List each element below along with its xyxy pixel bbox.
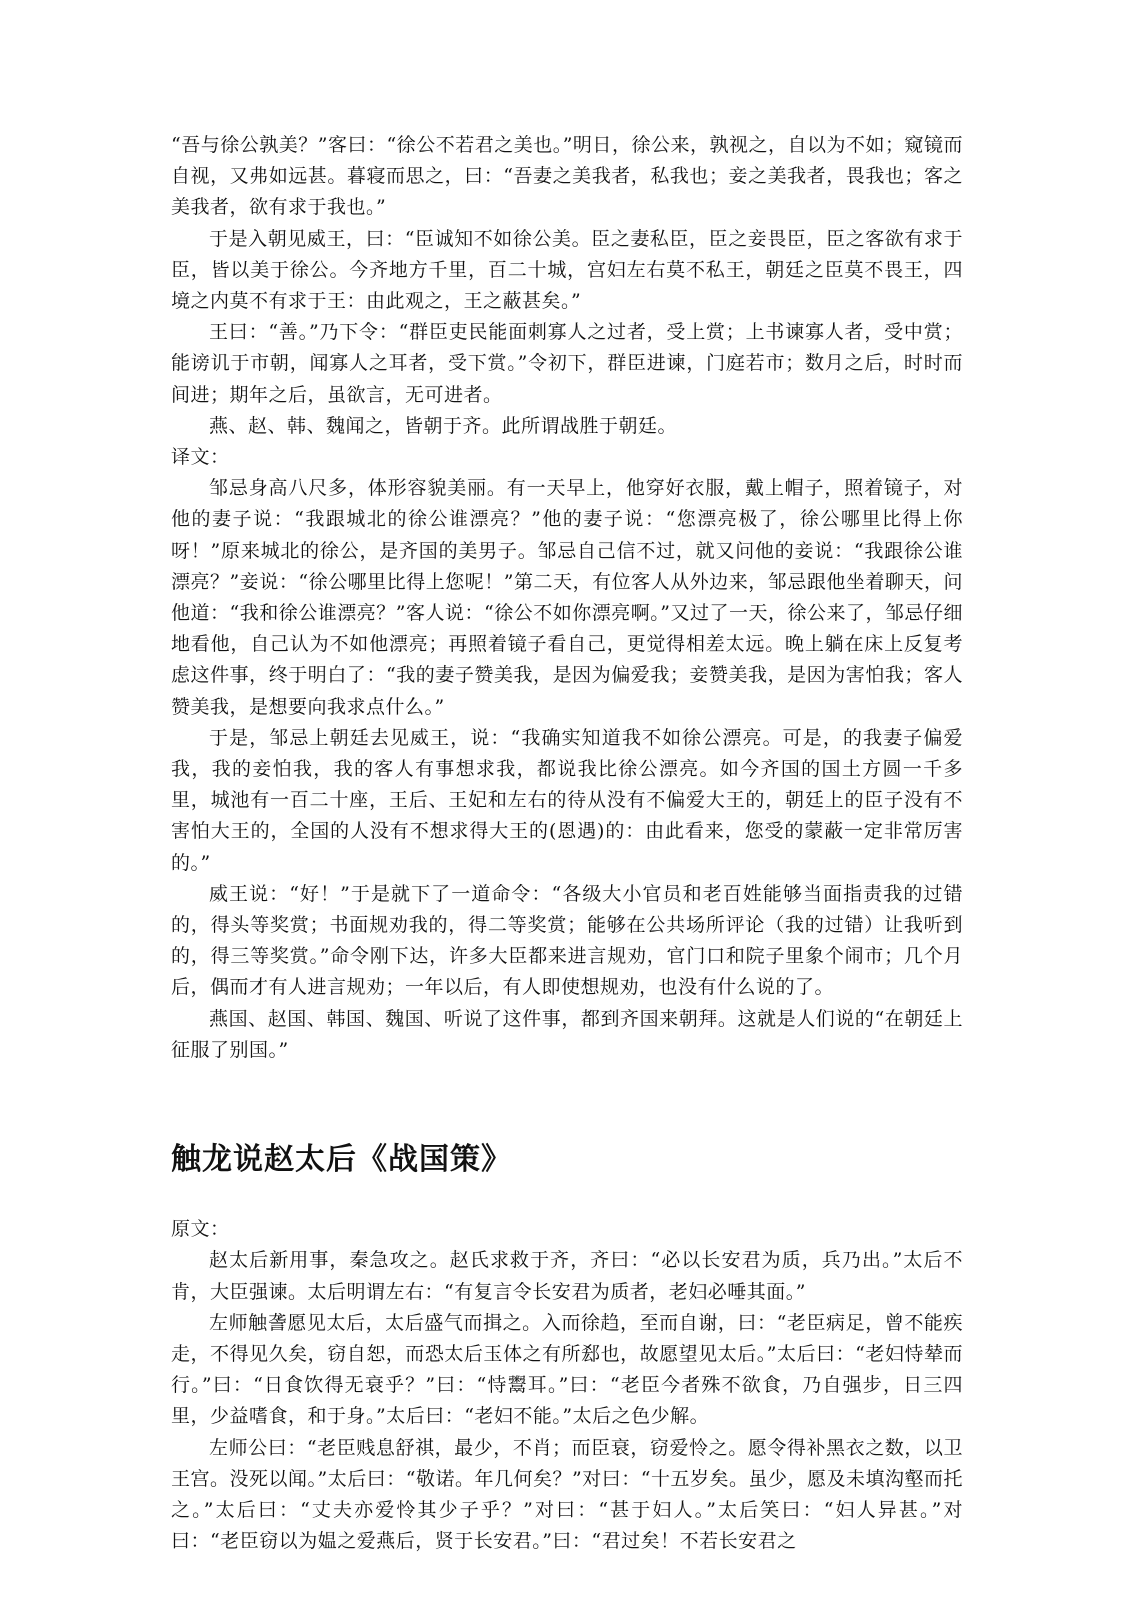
- paragraph-4: 燕、赵、韩、魏闻之，皆朝于齐。此所谓战胜于朝廷。: [209, 414, 678, 437]
- paragraph-2: 于是入朝见威王，曰：“臣诚知不如徐公美。臣之妻私臣，臣之妾畏臣，臣之客欲有求于臣，皆以美于徐公。今齐地方千里，百二十城，宫妇左右莫不私王，朝廷之臣莫不畏王，四境之内莫不有求于王：由此观之，王之蔽甚矣。”: [171, 227, 963, 313]
- section-heading: 触龙说赵太后《战国策》: [171, 1142, 512, 1178]
- translation-paragraph-1: 邹忌身高八尺多，体形容貌美丽。有一天早上，他穿好衣服，戴上帽子，照着镜子，对他的妻子说：“我跟城北的徐公谁漂亮？”他的妻子说：“您漂亮极了，徐公哪里比得上你呀！”原来城北的徐公，是齐国的美男子。邹忌自己信不过，就又问他的妾说：“我跟徐公谁漂亮？”妾说：“徐公哪里比得上您呢！”第二天，有位客人从外边来，邹忌跟他坐着聊天，问他道：“我和徐公谁漂亮？”客人说：“徐公不如你漂亮啊。”又过了一天，徐公来了，邹忌仔细地看他，自己认为不如他漂亮；再照着镜子看自己，更觉得相差太远。晚上躺在床上反复考虑这件事，终于明白了：“我的妻子赞美我，是因为偏爱我；妾赞美我，是因为害怕我；客人赞美我，是想要向我求点什么。”: [171, 477, 963, 718]
- paragraph-3: 王曰：“善。”乃下令：“群臣吏民能面刺寡人之过者，受上赏；上书谏寡人者，受中赏；能谤讥于市朝，闻寡人之耳者，受下赏。”令初下，群臣进谏，门庭若市；数月之后，时时而间进；期年之后，虽欲言，无可进者。: [171, 321, 963, 406]
- original-paragraph-2: 左师触詟愿见太后，太后盛气而揖之。入而徐趋，至而自谢，曰：“老臣病足，曾不能疾走，不得见久矣，窃自恕，而恐太后玉体之有所郄也，故愿望见太后。”太后曰：“老妇恃辇而行。”曰：“日食饮得无衰乎？”曰：“恃鬻耳。”曰：“老臣今者殊不欲食，乃自强步，日三四里，少益嗜食，和于身。”太后曰：“老妇不能。”太后之色少解。: [171, 1311, 963, 1428]
- translation-paragraph-4: 燕国、赵国、韩国、魏国、听说了这件事，都到齐国来朝拜。这就是人们说的“在朝廷上征服了别国。”: [171, 1007, 963, 1061]
- translation-paragraph-3: 威王说：“好！”于是就下了一道命令：“各级大小官员和老百姓能够当面指责我的过错的，得头等奖赏；书面规劝我的，得二等奖赏；能够在公共场所评论（我的过错）让我听到的，得三等奖赏。”命令刚下达，许多大臣都来进言规劝，官门口和院子里象个闹市；几个月后，偶而才有人进言规劝；一年以后，有人即使想规劝，也没有什么说的了。: [171, 882, 963, 999]
- original-paragraph-3: 左师公曰：“老臣贱息舒祺，最少，不肖；而臣衰，窃爱怜之。愿令得补黑衣之数，以卫王宫。没死以闻。”太后曰：“敬诺。年几何矣？”对曰：“十五岁矣。虽少，愿及未填沟壑而托之。”太后曰：“丈夫亦爱怜其少子乎？”对曰：“甚于妇人。”太后笑曰：“妇人异甚。”对曰：“老臣窃以为媪之爱燕后，贤于长安君。”曰：“君过矣！不若长安君之: [171, 1436, 963, 1553]
- translation-paragraph-2: 于是，邹忌上朝廷去见威王，说：“我确实知道我不如徐公漂亮。可是，的我妻子偏爱我，我的妾怕我，我的客人有事想求我，都说我比徐公漂亮。如今齐国的国土方圆一千多里，城池有一百二十座，王后、王妃和左右的待从没有不偏爱大王的，朝廷上的臣子没有不害怕大王的，全国的人没有不想求得大王的(恩遇)的：由此看来，您受的蒙蔽一定非常厉害的。”: [171, 726, 963, 874]
- paragraph-1: “吾与徐公孰美？”客曰：“徐公不若君之美也。”明日，徐公来，孰视之，自以为不如；窥镜而自视，又弗如远甚。暮寝而思之，曰：“吾妻之美我者，私我也；妾之美我者，畏我也；客之美我者，欲有求于我也。”: [171, 134, 963, 219]
- original-paragraph-1: 赵太后新用事，秦急攻之。赵氏求救于齐，齐曰：“必以长安君为质，兵乃出。”太后不肯，大臣强谏。太后明谓左右：“有复言令长安君为质者，老妇必唾其面。”: [171, 1249, 963, 1303]
- translation-label: 译文：: [171, 446, 230, 469]
- page-content: [171, 130, 963, 1557]
- original-label: 原文：: [171, 1218, 230, 1241]
